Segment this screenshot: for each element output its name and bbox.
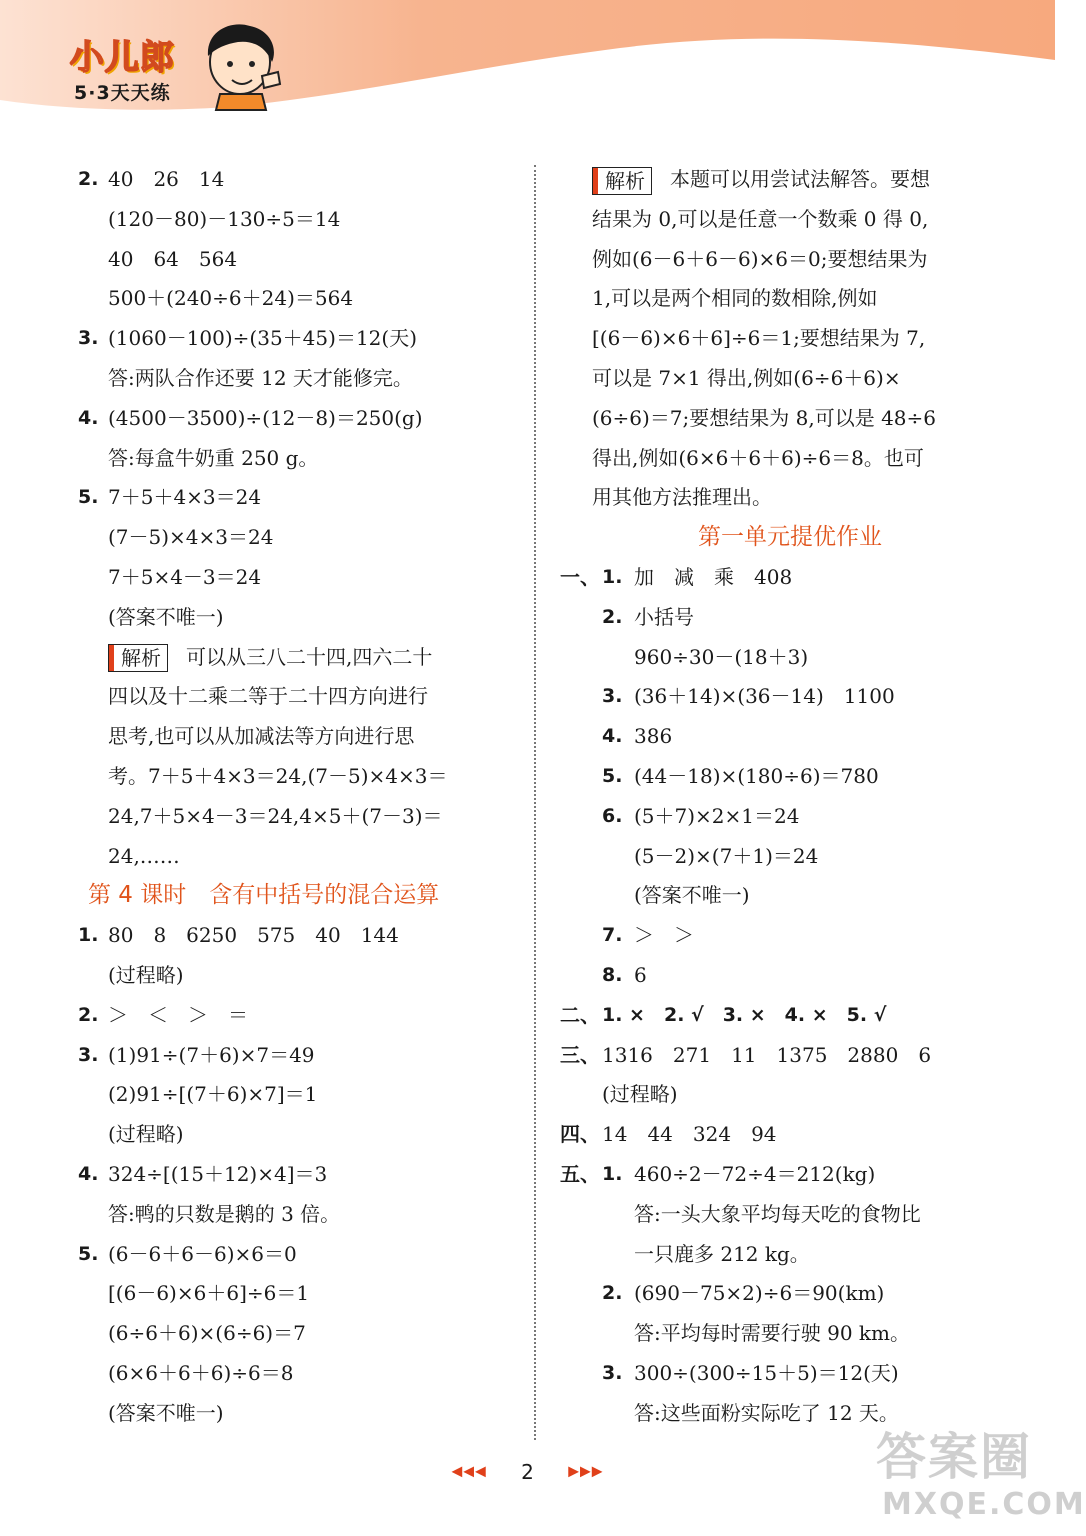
answer-line: (4500－3500)÷(12－8)＝250(g): [108, 405, 423, 430]
answer-line: (1060－100)÷(35＋45)＝12(天): [108, 326, 417, 351]
analysis-text: 例如(6－6＋6－6)×6＝0;要想结果为: [592, 246, 928, 271]
answer-line: (答案不唯一): [634, 883, 750, 908]
answer-line: 答:鸭的只数是鹅的 3 倍。: [108, 1201, 341, 1226]
answer-line: 386: [634, 724, 673, 749]
question-number: 2.: [602, 1282, 623, 1305]
answer-line: (690－75×2)÷6＝90(km): [634, 1281, 885, 1306]
question-number: 4.: [78, 1162, 99, 1185]
answer-line: [(6－6)×6＋6]÷6＝1: [108, 1281, 310, 1306]
watermark-logo: [870, 1415, 1086, 1530]
series-name: 5·3天天练: [74, 82, 171, 104]
analysis-text: (6÷6)＝7;要想结果为 8,可以是 48÷6: [592, 405, 937, 430]
answer-line: 一只鹿多 212 kg。: [634, 1241, 810, 1266]
page-number: 2: [521, 1459, 534, 1484]
answer-line: 加 减 乘 408: [634, 564, 793, 589]
answer-line: 40 26 14: [108, 167, 225, 191]
answer-line: 答:这些面粉实际吃了 12 天。: [634, 1400, 899, 1425]
answer-line: 答:两队合作还要 12 天才能修完。: [108, 365, 413, 390]
answer-line: 460÷2－72÷4＝212(kg): [634, 1161, 876, 1186]
analysis-text: 思考,也可以从加减法等方向进行思: [108, 724, 415, 749]
question-number: 5.: [78, 1242, 99, 1265]
answer-line: (过程略): [108, 1122, 184, 1147]
question-number: 1.: [602, 565, 623, 588]
answer-line: (6－6＋6－6)×6＝0: [108, 1241, 297, 1266]
question-number: 2.: [78, 168, 99, 190]
answer-line: (7－5)×4×3＝24: [108, 525, 274, 550]
answer-line: 6: [634, 962, 647, 987]
answer-line: (过程略): [602, 1082, 678, 1107]
answer-line: 7＋5＋4×3＝24: [108, 485, 262, 510]
answer-line: 960÷30－(18＋3): [634, 644, 809, 669]
analysis-text: 24,7＋5×4－3＝24,4×5＋(7－3)＝: [108, 803, 443, 828]
lesson-title: 第 4 课时 含有中括号的混合运算: [88, 882, 440, 909]
question-number: 6.: [602, 804, 623, 827]
analysis-text: 得出,例如(6×6＋6＋6)÷6＝8。也可: [592, 445, 924, 470]
answer-line: 7＋5×4－3＝24: [108, 564, 262, 589]
question-number: 1.: [78, 924, 99, 947]
answer-line: (5＋7)×2×1＝24: [634, 803, 800, 828]
analysis-block: [78, 638, 508, 877]
watermark-text: 答案圈: [876, 1428, 1032, 1486]
unit-title: 第一单元提优作业: [698, 524, 882, 551]
answer-line: 答:一头大象平均每天吃的食物比: [634, 1201, 921, 1226]
analysis-label: 解析: [108, 644, 168, 672]
answer-line: 500＋(240÷6＋24)＝564: [108, 286, 354, 311]
question-number: 7.: [602, 924, 623, 947]
answer-line: 小括号: [634, 604, 694, 629]
answer-line: 40 64 564: [108, 246, 238, 271]
answer-line: (1)91÷(7＋6)×7＝49: [108, 1042, 315, 1067]
analysis-text: [(6－6)×6＋6]÷6＝1;要想结果为 7,: [592, 326, 926, 351]
analysis-text: 用其他方法推理出。: [592, 485, 772, 510]
analysis-text: 本题可以用尝试法解答。要想: [670, 167, 930, 191]
mascot-boy-icon: [192, 18, 292, 110]
answer-line: (答案不唯一): [108, 604, 224, 629]
column-divider: [534, 165, 536, 1440]
answer-line: 答:平均每时需要行驶 90 km。: [634, 1321, 910, 1346]
question-number: 2.: [78, 1003, 99, 1026]
answer-line: (6×6＋6＋6)÷6＝8: [108, 1360, 294, 1385]
analysis-text: 1,可以是两个相同的数相除,例如: [592, 286, 878, 311]
question-number: 3.: [78, 1043, 99, 1066]
question-number: 2.: [602, 605, 623, 628]
answer-line: 1. × 2. √ 3. × 4. × 5. √: [602, 1003, 887, 1026]
answer-line: (36＋14)×(36－14) 1100: [634, 684, 895, 709]
answer-line: (2)91÷[(7＋6)×7]＝1: [108, 1082, 318, 1107]
question-number: 4.: [78, 406, 99, 429]
section-label: 二、: [560, 1002, 600, 1027]
analysis-text: 考。7＋5＋4×3＝24,(7－5)×4×3＝: [108, 763, 448, 788]
watermark-url: MXQE.COM: [882, 1487, 1086, 1522]
section-label: 四、: [560, 1122, 600, 1147]
analysis-text: 可以从三八二十四,四六二十: [186, 644, 433, 669]
analysis-block: [560, 160, 1000, 518]
question-number: 8.: [602, 963, 623, 986]
brand-name: 小儿郎: [70, 38, 175, 78]
question-number: 5.: [602, 764, 623, 787]
question-number: 3.: [78, 327, 99, 350]
right-arrows-icon: ▶▶▶: [568, 1463, 604, 1480]
answer-line: 300÷(300÷15＋5)＝12(天): [634, 1360, 899, 1385]
answer-line: ＞ ＜ ＞ ＝: [108, 1002, 248, 1027]
answer-line: ＞ ＞: [634, 923, 694, 948]
left-arrows-icon: ◀◀◀: [451, 1463, 487, 1480]
analysis-text: 四以及十二乘二等于二十四方向进行: [108, 684, 428, 709]
answer-line: (44－18)×(180÷6)＝780: [634, 763, 879, 788]
section-label: 一、: [560, 564, 600, 589]
analysis-text: 可以是 7×1 得出,例如(6÷6＋6)×: [592, 365, 901, 390]
answer-line: 324÷[(15＋12)×4]＝3: [108, 1161, 328, 1186]
answer-line: 14 44 324 94: [602, 1122, 777, 1147]
analysis-label: 解析: [592, 167, 652, 195]
brand-logo: [60, 26, 240, 116]
question-number: 1.: [602, 1162, 623, 1185]
right-column: [560, 160, 1000, 1434]
question-number: 3.: [602, 685, 623, 708]
answer-line: 答:每盒牛奶重 250 g。: [108, 445, 319, 470]
answer-line: (5－2)×(7＋1)＝24: [634, 843, 819, 868]
answer-line: (6÷6＋6)×(6÷6)＝7: [108, 1321, 306, 1346]
question-number: 3.: [602, 1361, 623, 1384]
answer-line: 80 8 6250 575 40 144: [108, 923, 399, 948]
analysis-text: 结果为 0,可以是任意一个数乘 0 得 0,: [592, 206, 929, 231]
section-label: 五、: [560, 1161, 600, 1186]
answer-line: 1316 271 11 1375 2880 6: [602, 1042, 932, 1067]
analysis-text: 24,……: [108, 843, 180, 868]
section-label: 三、: [560, 1042, 600, 1067]
answer-line: (答案不唯一): [108, 1400, 224, 1425]
question-number: 4.: [602, 725, 623, 748]
left-column: [78, 160, 508, 1434]
answer-line: (过程略): [108, 962, 184, 987]
answer-line: (120－80)－130÷5＝14: [108, 206, 341, 231]
question-number: 5.: [78, 486, 99, 509]
